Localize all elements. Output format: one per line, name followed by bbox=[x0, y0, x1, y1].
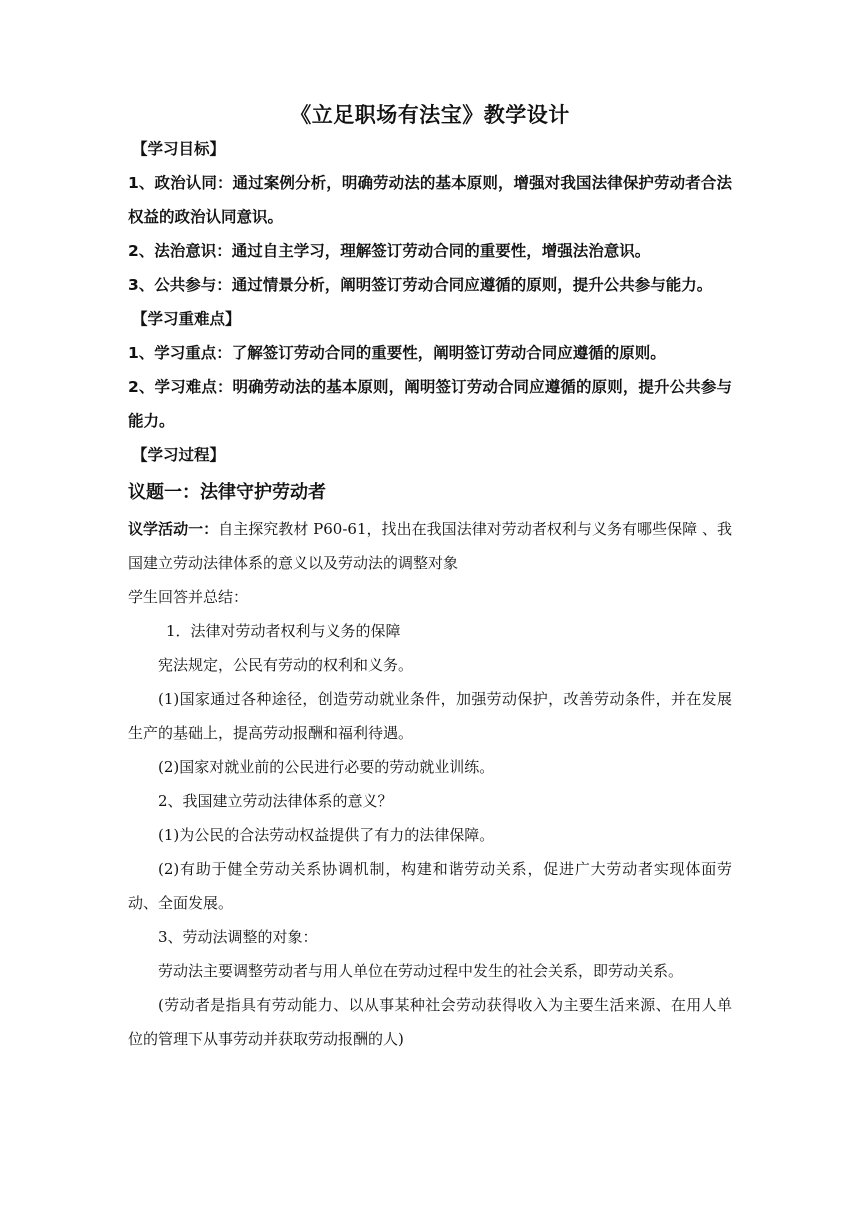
key-point-item: 1、学习重点：了解签订劳动合同的重要性，阐明签订劳动合同应遵循的原则。 bbox=[128, 344, 666, 362]
point-title: 1．法律对劳动者权利与义务的保障 bbox=[166, 622, 401, 640]
activity-paragraph bbox=[128, 512, 732, 580]
document-body bbox=[128, 100, 732, 1056]
objective-item: 2、法治意识：通过自主学习，理解签订劳动合同的重要性，增强法治意识。 bbox=[128, 242, 651, 260]
objective-item: 3、公共参与：通过情景分析，阐明签订劳动合同应遵循的原则，提升公共参与能力。 bbox=[128, 276, 713, 294]
point-line: (1)为公民的合法劳动权益提供了有力的法律保障。 bbox=[158, 826, 495, 844]
topic-heading: 议题一：法律守护劳动者 bbox=[128, 482, 326, 503]
point-title: 2、我国建立劳动法律体系的意义？ bbox=[158, 792, 393, 810]
point-line: (劳动者是指具有劳动能力、以从事某种社会劳动获得收入为主要生活来源、在用人单位的管理下从事劳动并获取劳动报酬的人) bbox=[128, 996, 732, 1048]
point-line: (2)有助于健全劳动关系协调机制，构建和谐劳动关系，促进广大劳动者实现体面劳动、全面发展。 bbox=[128, 860, 732, 912]
section-heading-key-points: 【学习重难点】 bbox=[132, 310, 241, 328]
key-point-item: 2、学习难点：明确劳动法的基本原则，阐明签订劳动合同应遵循的原则，提升公共参与能力。 bbox=[128, 378, 732, 430]
summary-line: 学生回答并总结： bbox=[128, 588, 249, 606]
activity-text: 自主探究教材 P60-61，找出在我国法律对劳动者权利与义务有哪些保障 、我国建立劳动法律体系的意义以及劳动法的调整对象 bbox=[128, 520, 732, 572]
point-line: 劳动法主要调整劳动者与用人单位在劳动过程中发生的社会关系，即劳动关系。 bbox=[158, 962, 684, 980]
point-title: 3、劳动法调整的对象： bbox=[158, 928, 318, 946]
point-line: 宪法规定，公民有劳动的权利和义务。 bbox=[158, 656, 414, 674]
point-line: (2)国家对就业前的公民进行必要的劳动就业训练。 bbox=[158, 758, 495, 776]
document-title: 《立足职场有法宝》教学设计 bbox=[290, 103, 570, 127]
activity-label: 议学活动一： bbox=[128, 520, 219, 538]
section-heading-objectives: 【学习目标】 bbox=[132, 140, 226, 158]
objective-item: 1、政治认同：通过案例分析，明确劳动法的基本原则，增强对我国法律保护劳动者合法权益的政治认同意识。 bbox=[128, 174, 732, 226]
section-heading-process: 【学习过程】 bbox=[132, 446, 226, 464]
point-line: (1)国家通过各种途径，创造劳动就业条件，加强劳动保护，改善劳动条件，并在发展生产的基础上，提高劳动报酬和福利待遇。 bbox=[128, 690, 732, 742]
